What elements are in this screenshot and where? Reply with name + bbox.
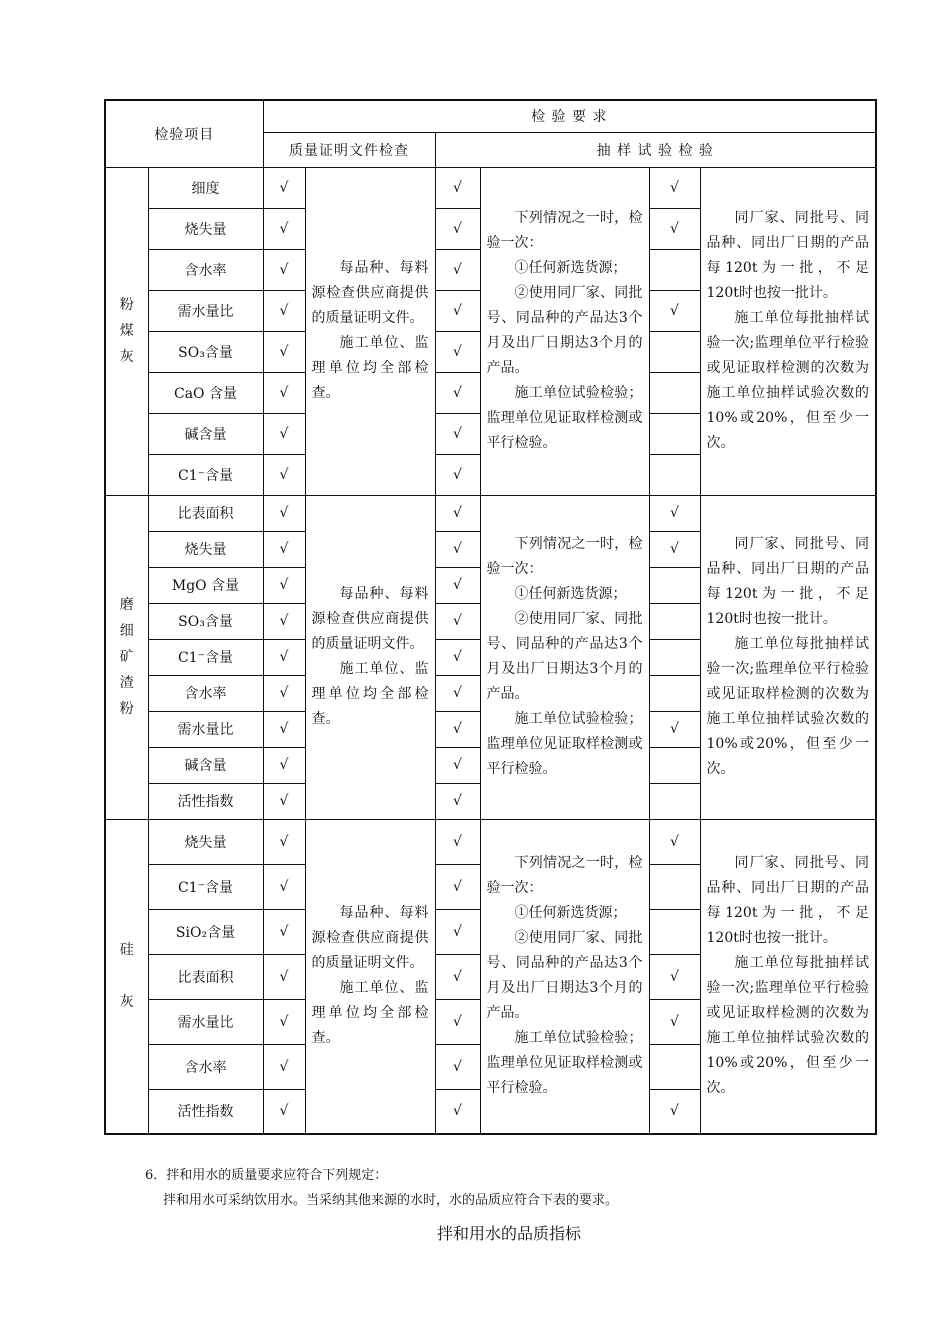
item-name: 含水率	[148, 249, 263, 290]
frequency-check-mark	[649, 454, 700, 495]
doc-check-mark: √	[263, 819, 305, 864]
frequency-text	[700, 495, 876, 819]
material-char: 磨	[119, 597, 134, 613]
doc-check-mark: √	[263, 372, 305, 413]
sample-check-mark: √	[435, 249, 480, 290]
sample-check-mark: √	[435, 954, 480, 999]
item-name: 活性指数	[148, 783, 263, 819]
frequency-check-mark: √	[649, 531, 700, 567]
sample-paragraph: ①任何新选货源；	[514, 260, 627, 276]
doc-paragraph: 施工单位、监理单位均全部检查。	[311, 335, 429, 401]
material-char: 灰	[119, 994, 134, 1011]
frequency-paragraph: 同厂家、同批号、同品种、同出厂日期的产品每120t为一批，不足120t时也按一批计。	[706, 210, 870, 301]
item-name: 烧失量	[148, 531, 263, 567]
sample-condition-text	[480, 495, 649, 819]
doc-check-mark: √	[263, 454, 305, 495]
frequency-paragraph: 同厂家、同批号、同品种、同出厂日期的产品每120t为一批，不足120t时也按一批计。	[706, 536, 870, 627]
doc-check-text	[305, 495, 435, 819]
water-text: 拌和用水可采纳饮用水。当采纳其他来源的水时，水的品质应符合下表的要求。	[163, 1193, 619, 1208]
doc-check-mark: √	[263, 639, 305, 675]
frequency-paragraph: 施工单位每批抽样试验一次;监理单位平行检验或见证取样检测的次数为施工单位抽样试验次数的10%或20%，但至少一次。	[706, 955, 870, 1097]
doc-check-mark: √	[263, 208, 305, 249]
sample-paragraph: 下列情况之一时，检验一次：	[486, 210, 643, 251]
item-name: 比表面积	[148, 495, 263, 531]
doc-check-mark: √	[263, 909, 305, 954]
doc-check-mark: √	[263, 711, 305, 747]
doc-check-mark: √	[263, 249, 305, 290]
frequency-check-mark: √	[649, 711, 700, 747]
sample-check-mark: √	[435, 413, 480, 454]
frequency-check-mark: √	[649, 999, 700, 1044]
item-name: 需水量比	[148, 290, 263, 331]
material-name	[105, 819, 148, 1134]
header-sample-test: 抽 样 试 验 检 验	[435, 132, 876, 167]
doc-check-mark: √	[263, 331, 305, 372]
sample-check-mark: √	[435, 1089, 480, 1134]
header-requirements: 检 验 要 求	[263, 100, 876, 132]
sample-paragraph: 下列情况之一时，检验一次：	[486, 855, 643, 897]
sample-check-mark: √	[435, 603, 480, 639]
doc-paragraph: 施工单位、监理单位均全部检查。	[311, 661, 429, 727]
sample-paragraph: ②使用同厂家、同批号、同品种的产品达3个月及出厂日期达3个月的产品。	[486, 285, 643, 376]
frequency-check-mark	[649, 783, 700, 819]
item-name: 烧失量	[148, 208, 263, 249]
frequency-check-mark	[649, 747, 700, 783]
item-name: 碱含量	[148, 747, 263, 783]
sample-check-mark: √	[435, 531, 480, 567]
material-char: 灰	[119, 349, 134, 365]
doc-check-mark: √	[263, 864, 305, 909]
doc-paragraph: 每品种、每料源检查供应商提供的质量证明文件。	[311, 260, 429, 326]
sample-paragraph: 施工单位试验检验；监理单位见证取样检测或平行检验。	[486, 1030, 643, 1097]
frequency-check-mark	[649, 249, 700, 290]
doc-check-mark: √	[263, 603, 305, 639]
item-name: 细度	[148, 167, 263, 208]
frequency-check-mark	[649, 567, 700, 603]
frequency-check-mark	[649, 331, 700, 372]
doc-check-mark: √	[263, 531, 305, 567]
doc-check-text	[305, 819, 435, 1134]
clause-6: 6．拌和用水的质量要求应符合下列规定：	[145, 1168, 388, 1183]
sample-check-mark: √	[435, 747, 480, 783]
header-doc-check: 质量证明文件检查	[263, 132, 435, 167]
doc-check-mark: √	[263, 1089, 305, 1134]
doc-check-mark: √	[263, 290, 305, 331]
doc-paragraph: 施工单位、监理单位均全部检查。	[311, 980, 429, 1047]
material-char: 渣	[119, 675, 134, 691]
sample-check-mark: √	[435, 208, 480, 249]
frequency-text	[700, 819, 876, 1134]
doc-check-mark: √	[263, 675, 305, 711]
item-name: SO₃含量	[148, 603, 263, 639]
frequency-paragraph: 施工单位每批抽样试验一次;监理单位平行检验或见证取样检测的次数为施工单位抽样试验次数的10%或20%，但至少一次。	[706, 310, 870, 451]
doc-check-mark: √	[263, 747, 305, 783]
material-char: 矿	[119, 649, 134, 665]
sample-check-mark: √	[435, 819, 480, 864]
frequency-check-mark	[649, 909, 700, 954]
item-name: 比表面积	[148, 954, 263, 999]
sample-check-mark: √	[435, 1044, 480, 1089]
sample-paragraph: ②使用同厂家、同批号、同品种的产品达3个月及出厂日期达3个月的产品。	[486, 611, 643, 702]
frequency-check-mark	[649, 864, 700, 909]
material-name	[105, 495, 148, 819]
frequency-check-mark: √	[649, 290, 700, 331]
sample-paragraph: 施工单位试验检验；监理单位见证取样检测或平行检验。	[486, 711, 643, 777]
doc-check-mark: √	[263, 999, 305, 1044]
item-name: 含水率	[148, 1044, 263, 1089]
material-name	[105, 167, 148, 495]
doc-check-mark: √	[263, 495, 305, 531]
sample-paragraph: ②使用同厂家、同批号、同品种的产品达3个月及出厂日期达3个月的产品。	[486, 930, 643, 1022]
material-char: 粉	[119, 297, 134, 313]
item-name: SO₃含量	[148, 331, 263, 372]
sample-check-mark: √	[435, 567, 480, 603]
table-row	[105, 819, 876, 864]
frequency-check-mark: √	[649, 1089, 700, 1134]
material-char: 硅	[119, 942, 134, 959]
sample-check-mark: √	[435, 639, 480, 675]
item-name: SiO₂含量	[148, 909, 263, 954]
material-char: 煤	[119, 323, 134, 339]
sample-check-mark: √	[435, 290, 480, 331]
doc-paragraph: 每品种、每料源检查供应商提供的质量证明文件。	[311, 905, 429, 972]
sample-check-mark: √	[435, 783, 480, 819]
item-name: 活性指数	[148, 1089, 263, 1134]
sample-check-mark: √	[435, 372, 480, 413]
inspection-table	[104, 99, 877, 1135]
doc-paragraph: 每品种、每料源检查供应商提供的质量证明文件。	[311, 586, 429, 652]
sample-check-mark: √	[435, 711, 480, 747]
sample-paragraph: 下列情况之一时，检验一次：	[486, 536, 643, 577]
item-name: C1⁻含量	[148, 454, 263, 495]
frequency-check-mark: √	[649, 954, 700, 999]
sample-check-mark: √	[435, 495, 480, 531]
item-name: 含水率	[148, 675, 263, 711]
frequency-check-mark	[649, 603, 700, 639]
sample-paragraph: 施工单位试验检验；监理单位见证取样检测或平行检验。	[486, 385, 643, 451]
doc-check-mark: √	[263, 567, 305, 603]
item-name: MgO 含量	[148, 567, 263, 603]
doc-check-mark: √	[263, 1044, 305, 1089]
doc-check-mark: √	[263, 167, 305, 208]
doc-check-mark: √	[263, 783, 305, 819]
doc-check-mark: √	[263, 413, 305, 454]
frequency-check-mark: √	[649, 495, 700, 531]
frequency-check-mark	[649, 675, 700, 711]
frequency-check-mark: √	[649, 167, 700, 208]
frequency-check-mark	[649, 413, 700, 454]
frequency-text	[700, 167, 876, 495]
frequency-check-mark	[649, 1044, 700, 1089]
frequency-paragraph: 施工单位每批抽样试验一次;监理单位平行检验或见证取样检测的次数为施工单位抽样试验次数的10%或20%，但至少一次。	[706, 636, 870, 777]
item-name: 碱含量	[148, 413, 263, 454]
item-name: 需水量比	[148, 999, 263, 1044]
sample-check-mark: √	[435, 675, 480, 711]
frequency-paragraph: 同厂家、同批号、同品种、同出厂日期的产品每120t为一批，不足120t时也按一批计。	[706, 855, 870, 947]
item-name: 需水量比	[148, 711, 263, 747]
table-title: 拌和用水的品质指标	[437, 1224, 582, 1243]
item-name: C1⁻含量	[148, 864, 263, 909]
frequency-check-mark: √	[649, 819, 700, 864]
sample-check-mark: √	[435, 864, 480, 909]
sample-condition-text	[480, 819, 649, 1134]
table-row	[105, 495, 876, 531]
table-row	[105, 167, 876, 208]
sample-check-mark: √	[435, 999, 480, 1044]
frequency-check-mark: √	[649, 208, 700, 249]
frequency-check-mark	[649, 639, 700, 675]
doc-check-text	[305, 167, 435, 495]
sample-check-mark: √	[435, 909, 480, 954]
item-name: 烧失量	[148, 819, 263, 864]
header-item: 检验项目	[105, 100, 263, 167]
sample-paragraph: ①任何新选货源；	[514, 905, 627, 922]
sample-condition-text	[480, 167, 649, 495]
sample-check-mark: √	[435, 167, 480, 208]
material-char: 细	[119, 623, 134, 639]
item-name: C1⁻含量	[148, 639, 263, 675]
sample-paragraph: ①任何新选货源；	[514, 586, 627, 602]
item-name: CaO 含量	[148, 372, 263, 413]
sample-check-mark: √	[435, 454, 480, 495]
material-char: 粉	[119, 701, 134, 717]
frequency-check-mark	[649, 372, 700, 413]
sample-check-mark: √	[435, 331, 480, 372]
doc-check-mark: √	[263, 954, 305, 999]
